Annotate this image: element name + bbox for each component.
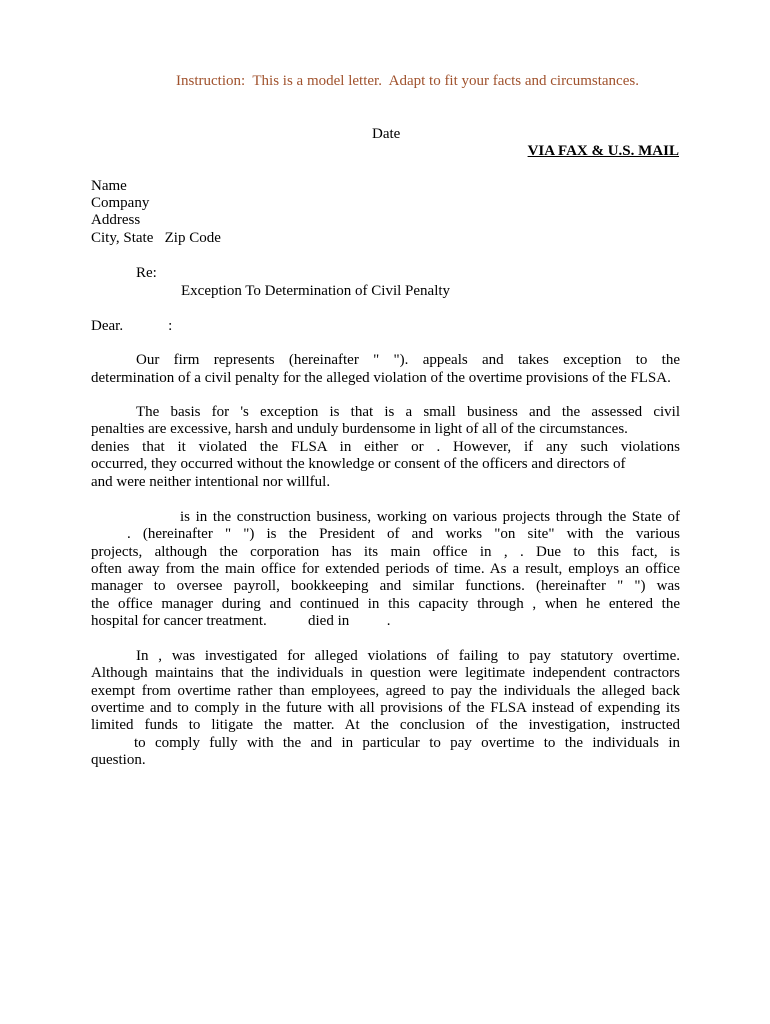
date-label: Date (372, 126, 401, 142)
p3-line-5: manager to oversee payroll, bookkeeping and similar functions. (hereinafter " ") was (91, 578, 680, 594)
p4-line-4: overtime and to comply in the future with all provisions of the FLSA instead of expending its (91, 700, 680, 716)
p2-line-4: occurred, they occurred without the knowledge or consent of the officers and directors of (91, 456, 626, 472)
salutation: Dear. : (91, 318, 173, 334)
p3-line-6: the office manager during and continued in this capacity through , when he entered the (91, 596, 680, 612)
p4-line-5: limited funds to litigate the matter. At the conclusion of the investigation, instructed (91, 717, 680, 733)
p3-line-7: hospital for cancer treatment. died in . (91, 613, 391, 629)
p3-line-4: often away from the main office for extended periods of time. As a result, employs an office (91, 561, 680, 577)
recipient-company: Company (91, 195, 150, 211)
delivery-method: VIA FAX & U.S. MAIL (527, 143, 679, 159)
p3-line-2: . (hereinafter " ") is the President of and works "on site" with the various (127, 526, 680, 542)
p4-line-6: to comply fully with the and in particular to pay overtime to the individuals in (134, 735, 680, 751)
p2-line-1: The basis for 's exception is that is a small business and the assessed civil (136, 404, 680, 420)
p2-line-5: and were neither intentional nor willful. (91, 474, 331, 490)
instruction-note: Instruction: This is a model letter. Adapt to fit your facts and circumstances. (176, 73, 639, 89)
p2-line-2: penalties are excessive, harsh and unduly burdensome in light of all of the circumstances. (91, 421, 628, 437)
p4-line-1: In , was investigated for alleged violations of failing to pay statutory overtime. (136, 648, 680, 664)
p1-line-1: Our firm represents (hereinafter " "). appeals and takes exception to the (136, 352, 680, 368)
p3-line-3: projects, although the corporation has its main office in , . Due to this fact, is (91, 544, 680, 560)
subject-line: Exception To Determination of Civil Penalty (181, 283, 451, 299)
p1-line-2: determination of a civil penalty for the alleged violation of the overtime provisions of the FLSA. (91, 370, 671, 386)
p4-line-2: Although maintains that the individuals in question were legitimate independent contractors (91, 665, 680, 681)
recipient-city-state-zip: City, State Zip Code (91, 230, 221, 246)
p4-line-3: exempt from overtime rather than employees, agreed to pay the individuals the alleged back (91, 683, 680, 699)
p3-line-1: is in the construction business, working on various projects through the State of (180, 509, 680, 525)
recipient-address: Address (91, 212, 141, 228)
p2-line-3: denies that it violated the FLSA in either or . However, if any such violations (91, 439, 680, 455)
recipient-name: Name (91, 178, 127, 194)
p4-line-7: question. (91, 752, 146, 768)
re-label: Re: (136, 265, 157, 281)
